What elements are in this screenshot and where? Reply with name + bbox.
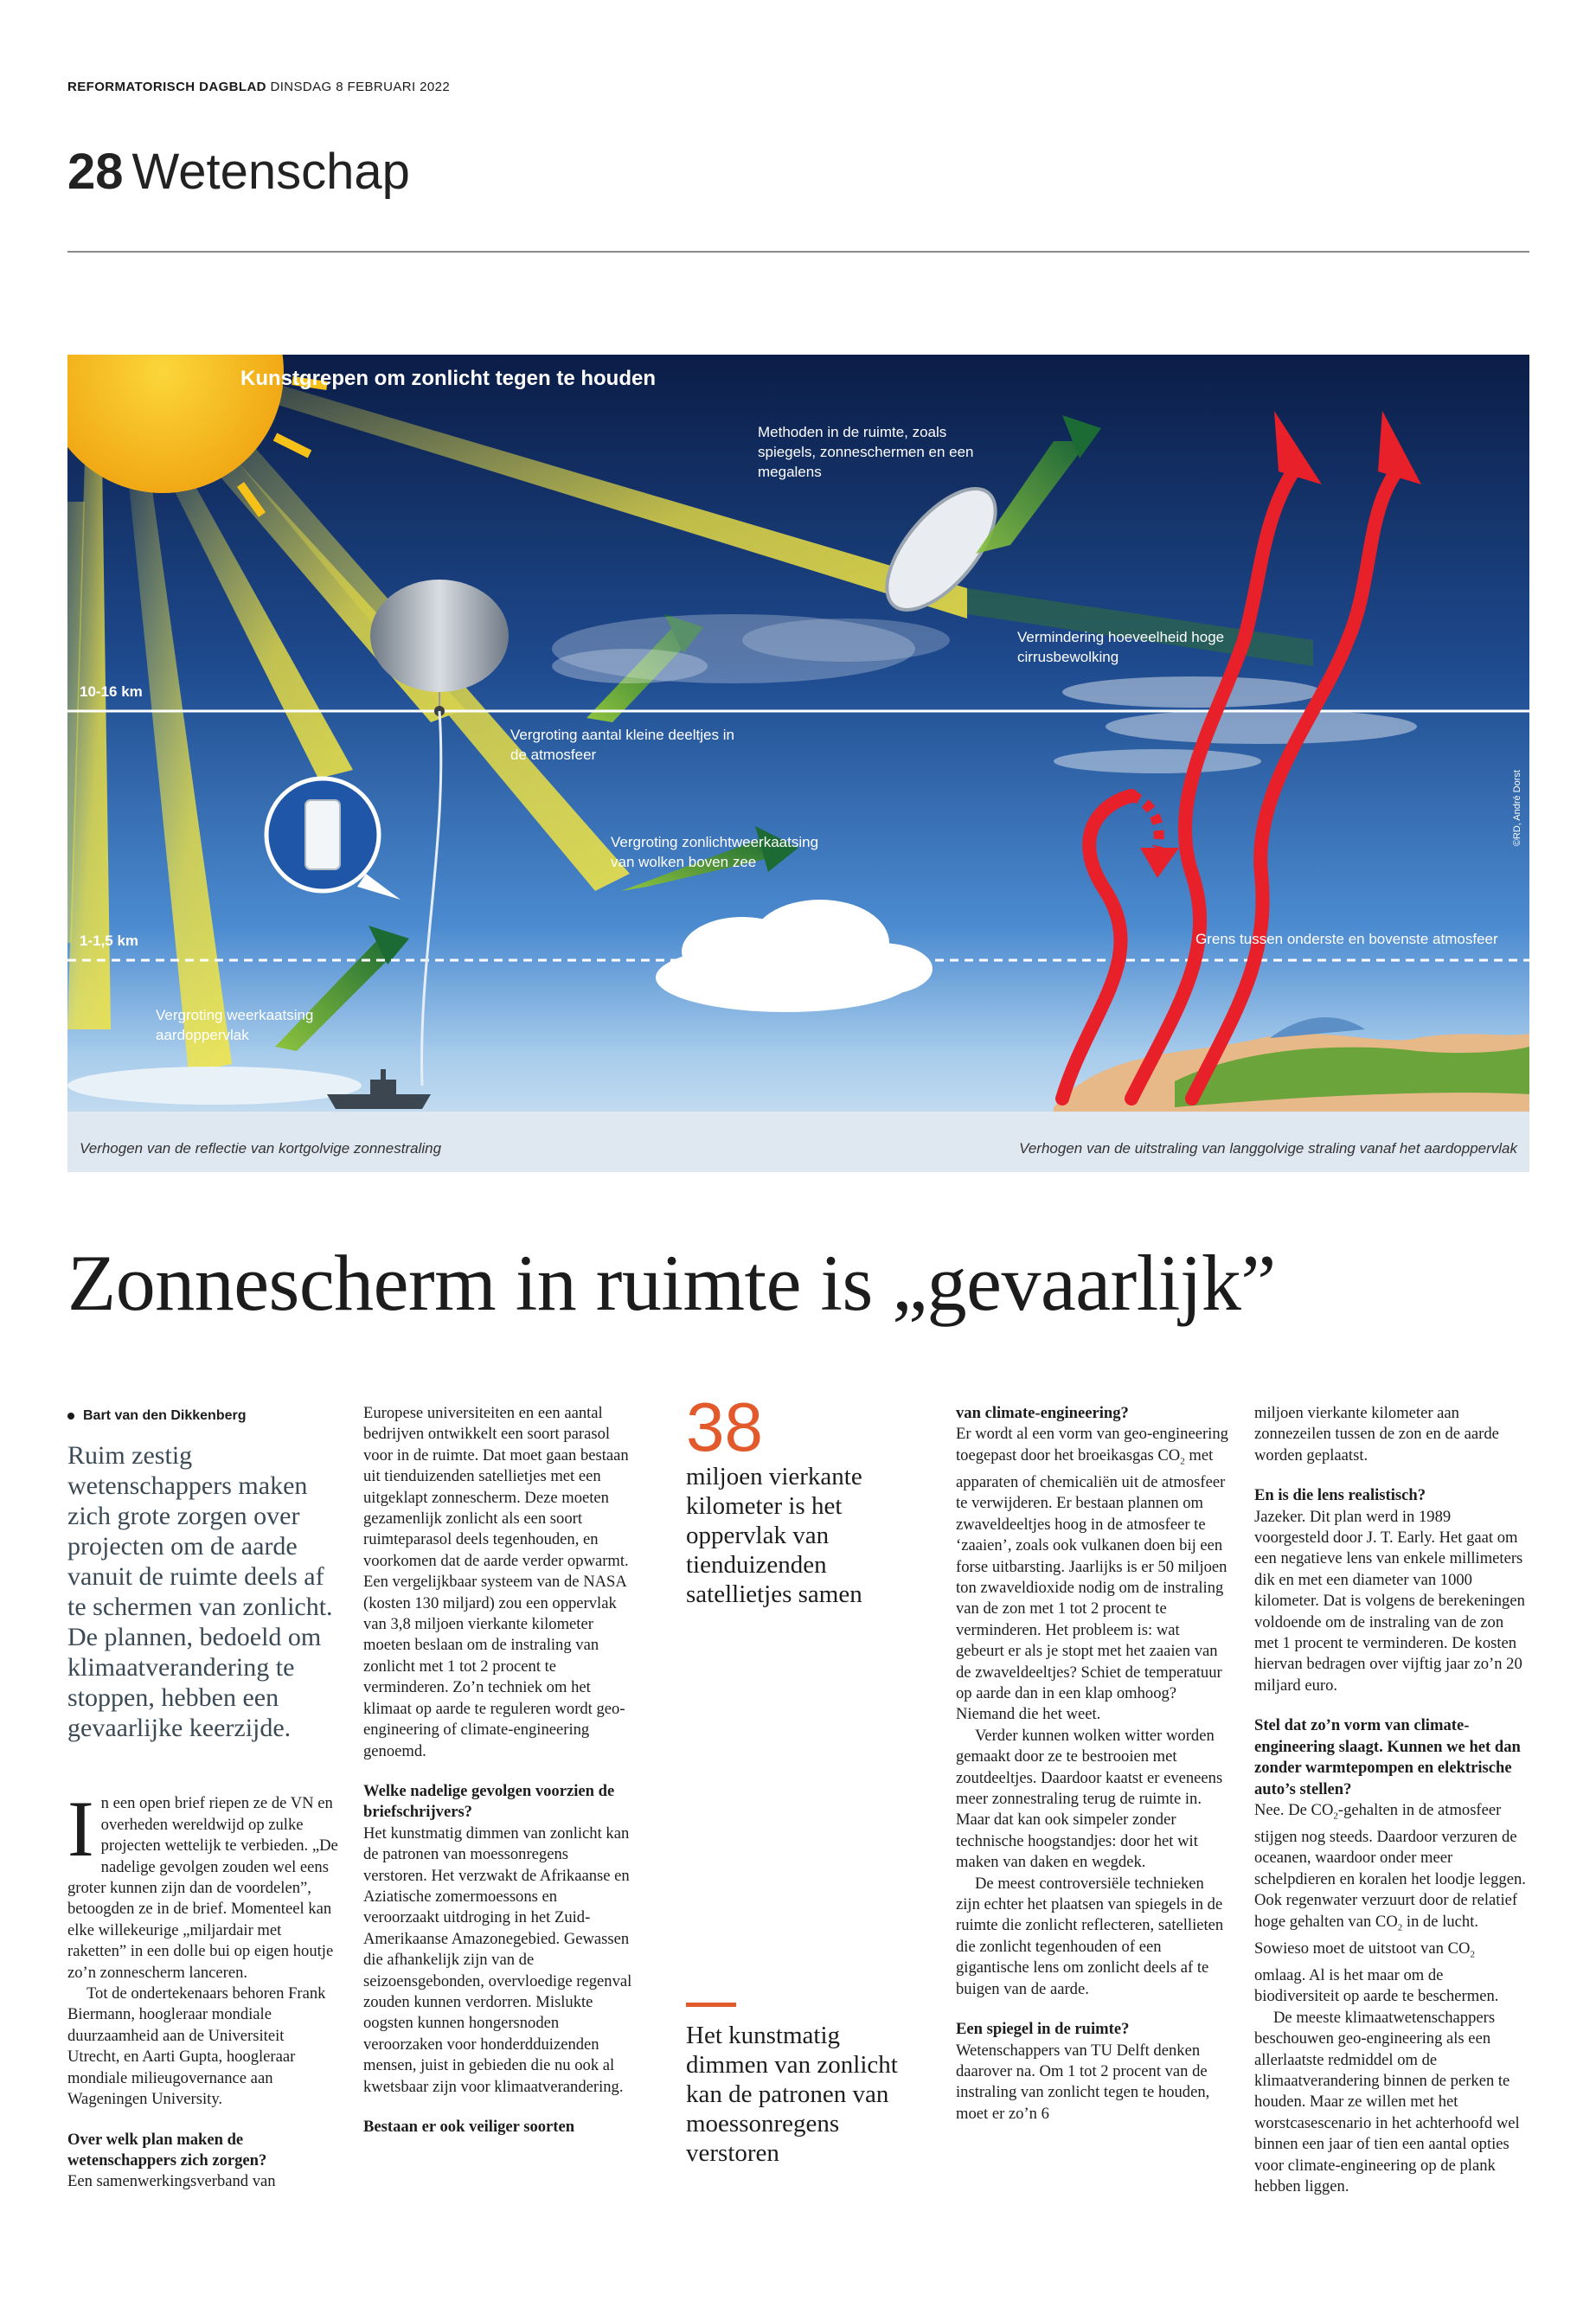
label-clouds: Vergroting zonlichtweerkaatsing van wolken boven zee xyxy=(611,834,819,870)
byline-author: Bart van den Dikkenberg xyxy=(83,1408,247,1423)
body-text: in de lucht. Sowieso moet de uitstoot van CO xyxy=(1254,1912,1479,1958)
subscript: 2 xyxy=(1470,1949,1475,1960)
body-paragraph-11: Jazeker. Dit plan werd in 1989 voorgesteld door J. T. Early. Het gaat om een negatieve lens van enkele millimeters dik en met een diameter van 1000 kilometer. Dat is volgens de berekeningen voldoende om de instraling van de zon met 1 procent te verminderen. De kosten hiervan bedragen over vijftig jaar zo’n 20 miljard euro. xyxy=(1254,1507,1525,1695)
pull-quote-bar xyxy=(686,2003,736,2007)
body-paragraph-2: Tot de ondertekenaars behoren Frank Biermann, hoogleraar mondiale duurzaamheid aan de Universiteit Utrecht, en Aarti Gupta, hoogleraar mondiale milieugovernance aan Wageningen University. xyxy=(67,1984,326,2109)
body-paragraph-8: De meest controversiële technieken zijn echter het plaatsen van spiegels in de ruimte die zonlicht reflecteren, satellieten die zonlicht tegenhouden of een gigantische lens om zonlicht deels af te buigen van de aarde. xyxy=(956,1874,1224,1998)
section-name: Wetenschap xyxy=(131,144,410,200)
headline: Zonnescherm in ruimte is „gevaarlijk” xyxy=(67,1239,1276,1327)
infographic-title: Kunstgrepen om zonlicht tegen te houden xyxy=(240,367,656,390)
body-paragraph-7: Verder kunnen wolken witter worden gemaakt door ze te bestrooien met zoutdeeltjes. Daardoor kaatst er eveneens meer zonnestraling terug de ruimte in. Maar dat kan ook simpeler zonder technische hoogstandjes: door het wit maken van daken en wegdek. xyxy=(956,1726,1223,1872)
body-text: met apparaten of chemicaliën uit de atmosfeer te verwijderen. Er bestaan plannen om zwaveldeeltjes hoog in de atmosfeer te ‘zaaien’, zoals ook vulkanen doen bij een forse uitbarsting. Jaarlijks is er 50 miljoen ton zwaveldioxide nodig om de instraling van de zon met 1 tot 2 procent te verminderen. Het probleem is: wat gebeurt er als je stopt met het zaaien van de zwaveldeeltjes? Schiet de temperatuur op aarde dan in een klap omhoog? Niemand die het weet. xyxy=(956,1445,1227,1724)
pull-quote-2: Het kunstmatig dimmen van zonlicht kan de patronen van moessonregens verstoren xyxy=(686,2022,898,2167)
question-heading-6: Stel dat zo’n vorm van climate-engineering slaagt. Kunnen we het dan zonder warmtepompen en elektrische auto’s stellen? xyxy=(1254,1716,1521,1798)
label-space-methods: Methoden in de ruimte, zoals spiegels, zonneschermen en een megalens xyxy=(758,424,974,480)
masthead-paper: REFORMATORISCH DAGBLAD xyxy=(67,80,266,94)
balloon-icon xyxy=(370,580,509,692)
dropcap: I xyxy=(67,1785,94,1874)
column-3 xyxy=(686,1388,902,2168)
footer-right: Verhogen van de uitstraling van langgolvige straling vanaf het aardoppervlak xyxy=(1019,1140,1517,1157)
body-paragraph-10: miljoen vierkante kilometer aan zonnezeilen tussen de zon en de aarde worden geplaatst. xyxy=(1254,1404,1499,1465)
body-text: -gehalten in de atmosfeer stijgen nog steeds. Daardoor verzuren de oceanen, waardoor onder meer schelpdieren en koralen het loodje leggen. Ook regenwater verzuurt door de relatief hoge gehalten van CO xyxy=(1254,1800,1526,1931)
subscript: 2 xyxy=(1397,1922,1403,1933)
masthead-date: DINSDAG 8 FEBRUARI 2022 xyxy=(270,80,451,94)
body-paragraph-4: Europese universiteiten en een aantal bedrijven ontwikkelt een soort parasol voor in de ruimte. Dat moet gaan bestaan uit tienduizenden satellietjes met een uitgeklapt zonnescherm. Deze moeten gezamenlijk zonlicht als een soort ruimteparasol deels tegenhouden, en voorkomen dat de aarde verder opwarmt. Een vergelijkbaar systeem van de NASA (kosten 130 miljard) zou een oppervlak van 3,8 miljoen vierkante kilometer moeten beslaan om de instraling van zonlicht met 1 tot 2 procent te verminderen. Zo’n techniek om het klimaat op aarde te reguleren wordt geo-engineering of climate-engineering genoemd. xyxy=(363,1404,629,1760)
subscript: 2 xyxy=(1180,1456,1185,1467)
question-heading-2: Welke nadelige gevolgen voorzien de briefschrijvers? xyxy=(363,1781,615,1822)
label-altitude-high: 10-16 km xyxy=(80,683,143,700)
label-particles: Vergroting aantal kleine deeltjes in de atmosfeer xyxy=(510,727,734,763)
column-4 xyxy=(956,1403,1228,2125)
reflective-surface xyxy=(67,1067,362,1105)
body-paragraph-1 xyxy=(67,1785,340,1984)
body-text: Er wordt al een vorm van geo-engineering toegepast door het broeikasgas CO xyxy=(956,1425,1228,1465)
masthead xyxy=(67,80,450,94)
column-5 xyxy=(1254,1403,1527,2197)
question-heading-3-cont: van climate-engineering? xyxy=(956,1404,1129,1422)
subscript: 2 xyxy=(1333,1811,1338,1822)
body-paragraph-5: Het kunstmatig dimmen van zonlicht kan de patronen van moessonregens verstoren. Het verzwakt de Afrikaanse en Aziatische zomermoessons en veroorzaakt uitdroging in het Zuid-Amerikaanse Amazonegebied. Gewassen die afhankelijk zijn van de seizoensgebonden, overvloedige regenval zouden kunnen verdorren. Mislukte oogsten kunnen hongersnoden veroorzaken voor honderdduizenden mensen, juist in gebieden die nu ook al kwetsbaar zijn voor klimaatverandering. xyxy=(363,1823,632,2096)
question-heading-5: En is die lens realistisch? xyxy=(1254,1486,1426,1505)
body-paragraph-12 xyxy=(1254,1800,1527,2008)
body-text: omlaag. Al is het maar om de biodiversiteit op aarde te beschermen. xyxy=(1254,1965,1499,2006)
byline xyxy=(67,1406,340,1426)
label-boundary: Grens tussen onderste en bovenste atmosfeer xyxy=(1195,931,1498,947)
header-rule xyxy=(67,251,1529,253)
pull-quote-1: miljoen vierkante kilometer is het oppervlak van tienduizenden satellietjes samen xyxy=(686,1463,862,1608)
infographic xyxy=(67,355,1529,1172)
body-paragraph-13: De meeste klimaatwetenschappers beschouwen geo-engineering als een allerlaatste redmiddel om de klimaatverandering binnen de perken te houden. Maar ze willen met het worstcasescenario in het achterhoofd wel binnen een jaar of tien een aantal opties voor climate-engineering op de plank hebben liggen. xyxy=(1254,2008,1520,2195)
graphic-credit: ©RD, André Dorst xyxy=(1512,770,1522,847)
column-2 xyxy=(363,1403,636,2138)
body-paragraph-3: Een samenwerkingsverband van xyxy=(67,2172,276,2191)
bullet-icon xyxy=(67,1413,74,1420)
body-paragraph-9: Wetenschappers van TU Delft denken daarover na. Om 1 tot 2 procent van de instraling van zonlicht tegen te houden, moet er zo’n 6 xyxy=(956,2041,1210,2123)
question-heading-4: Een spiegel in de ruimte? xyxy=(956,2020,1130,2039)
question-heading-3: Bestaan er ook veiliger soorten xyxy=(363,2118,575,2136)
column-1 xyxy=(67,1406,340,2193)
pull-number: 38 xyxy=(686,1388,763,1465)
page-number: 28 xyxy=(67,144,124,200)
label-cirrus: Vermindering hoeveelheid hoge cirrusbewolking xyxy=(1017,629,1225,665)
intro: Ruim zestig wetenschappers maken zich grote zorgen over projecten om de aarde vanuit de ruimte deels af te schermen van zonlicht. De plannen, bedoeld om klimaatverandering te stoppen, hebben een gevaarlijke keerzijde. xyxy=(67,1441,333,1743)
body-paragraph-6 xyxy=(956,1424,1228,1725)
footer-left: Verhogen van de reflectie van kortgolvige zonnestraling xyxy=(80,1140,442,1157)
label-altitude-low: 1-1,5 km xyxy=(80,933,139,949)
label-surface: Vergroting weerkaatsing aardoppervlak xyxy=(156,1007,314,1043)
body-text: n een open brief riepen ze de VN en overheden wereldwijd op zulke projecten wettelijk te verbieden. „De nadelige gevolgen zouden wel eens groter kunnen zijn dan de voordelen”, betoogden ze in de brief. Momenteel kan elke willekeurige „miljardair met raketten” in een dolle bui op eigen houtje zo’n zonnescherm lanceren. xyxy=(67,1794,338,1982)
question-heading-1: Over welk plan maken de wetenschappers zich zorgen? xyxy=(67,2130,267,2170)
section-header xyxy=(67,143,410,201)
body-text: Nee. De CO xyxy=(1254,1800,1334,1819)
